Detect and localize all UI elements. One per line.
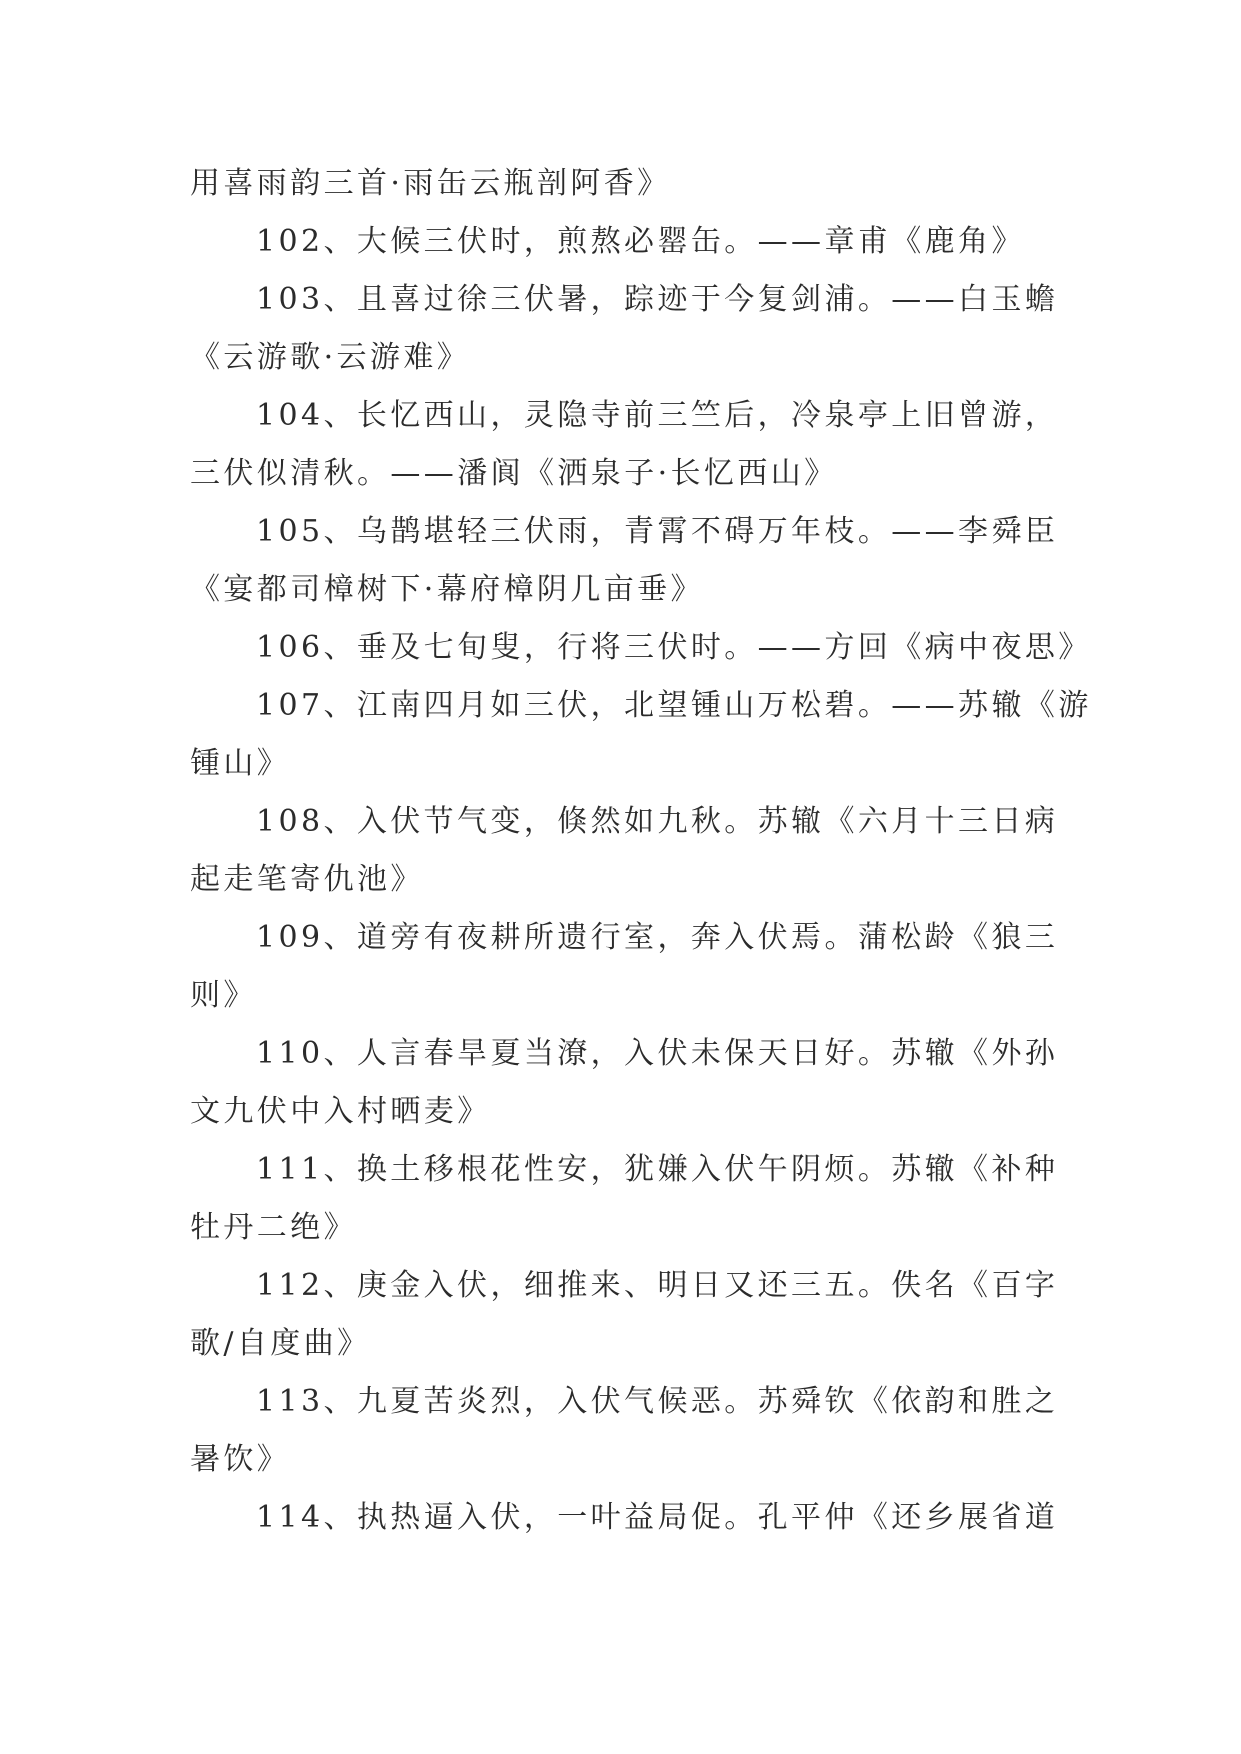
text-line: 110、人言春旱夏当潦，入伏未保天日好。苏辙《外孙 bbox=[256, 1036, 1059, 1071]
poetry-quote-list bbox=[190, 155, 1092, 1547]
text-line: 112、庚金入伏，细推来、明日又还三五。佚名《百字 bbox=[256, 1268, 1059, 1303]
text-line: 锺山》 bbox=[190, 746, 291, 781]
text-line: 歌/自度曲》 bbox=[190, 1326, 371, 1361]
text-line: 暑饮》 bbox=[190, 1442, 291, 1477]
text-line: 起走笔寄仇池》 bbox=[190, 862, 424, 897]
text-line: 则》 bbox=[190, 978, 257, 1013]
text-line: 109、道旁有夜耕所遗行室，奔入伏焉。蒲松龄《狼三 bbox=[256, 920, 1059, 955]
text-line: 114、执热逼入伏，一叶益局促。孔平仲《还乡展省道 bbox=[256, 1500, 1059, 1535]
text-line: 三伏似清秋。——潘阆《洒泉子·长忆西山》 bbox=[190, 456, 838, 491]
text-line: 105、乌鹊堪轻三伏雨，青霄不碍万年枝。——李舜臣 bbox=[256, 514, 1059, 549]
text-line: 113、九夏苦炎烈，入伏气候恶。苏舜钦《依韵和胜之 bbox=[256, 1384, 1059, 1419]
text-line: 牡丹二绝》 bbox=[190, 1210, 357, 1245]
text-line: 111、换土移根花性安，犹嫌入伏午阴烦。苏辙《补种 bbox=[256, 1152, 1059, 1187]
text-line: 103、且喜过徐三伏暑，踪迹于今复剑浦。——白玉蟾 bbox=[256, 282, 1059, 317]
text-line: 102、大候三伏时，煎熬必罂缶。——章甫《鹿角》 bbox=[256, 224, 1025, 259]
text-line: 《宴都司樟树下·幕府樟阴几亩垂》 bbox=[190, 572, 704, 607]
text-line: 108、入伏节气变，倏然如九秋。苏辙《六月十三日病 bbox=[256, 804, 1059, 839]
text-line: 107、江南四月如三伏，北望锺山万松碧。——苏辙《游 bbox=[256, 688, 1092, 723]
text-line: 104、长忆西山，灵隐寺前三竺后，冷泉亭上旧曾游， bbox=[256, 398, 1059, 433]
text-line: 《云游歌·云游难》 bbox=[190, 340, 471, 375]
text-line: 106、垂及七旬叟，行将三伏时。——方回《病中夜思》 bbox=[256, 630, 1092, 665]
text-line: 用喜雨韵三首·雨缶云瓶剖阿香》 bbox=[190, 166, 671, 201]
text-line: 文九伏中入村晒麦》 bbox=[190, 1094, 491, 1129]
